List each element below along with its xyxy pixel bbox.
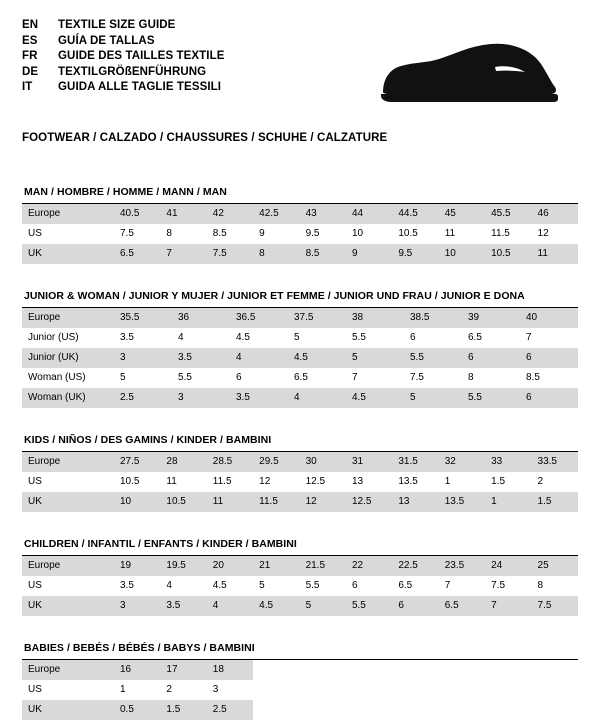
cell: 7 bbox=[520, 328, 578, 348]
cell: 42.5 bbox=[253, 204, 299, 224]
cell-empty bbox=[532, 700, 578, 720]
row-label: US bbox=[22, 576, 114, 596]
cell: 12 bbox=[253, 472, 299, 492]
cell: 8.5 bbox=[300, 244, 346, 264]
cell: 5.5 bbox=[172, 368, 230, 388]
cell: 5 bbox=[300, 596, 346, 616]
cell: 5 bbox=[114, 368, 172, 388]
cell: 6 bbox=[520, 348, 578, 368]
table-row bbox=[22, 244, 578, 264]
cell: 3 bbox=[114, 596, 160, 616]
cell-empty bbox=[439, 660, 485, 680]
row-label: US bbox=[22, 472, 114, 492]
cell: 11 bbox=[207, 492, 253, 512]
row-label: UK bbox=[22, 492, 114, 512]
cell: 8 bbox=[253, 244, 299, 264]
cell: 1 bbox=[439, 472, 485, 492]
group-title: CHILDREN / INFANTIL / ENFANTS / KINDER / BAMBINI bbox=[24, 538, 297, 550]
table-row bbox=[22, 492, 578, 512]
cell: 41 bbox=[160, 204, 206, 224]
cell: 7.5 bbox=[114, 224, 160, 244]
cell: 3.5 bbox=[172, 348, 230, 368]
language-row bbox=[22, 65, 225, 81]
cell: 13 bbox=[392, 492, 438, 512]
cell: 8.5 bbox=[520, 368, 578, 388]
cell: 7.5 bbox=[404, 368, 462, 388]
row-label: UK bbox=[22, 700, 114, 720]
cell: 3.5 bbox=[114, 576, 160, 596]
cell-empty bbox=[253, 660, 299, 680]
group-children bbox=[22, 538, 578, 616]
language-code: FR bbox=[22, 50, 38, 62]
cell: 35.5 bbox=[114, 308, 172, 328]
cell: 22 bbox=[346, 556, 392, 576]
cell: 32 bbox=[439, 452, 485, 472]
cell: 8 bbox=[532, 576, 578, 596]
cell: 11 bbox=[160, 472, 206, 492]
cell: 6.5 bbox=[392, 576, 438, 596]
cell: 29.5 bbox=[253, 452, 299, 472]
cell: 6 bbox=[230, 368, 288, 388]
language-code: EN bbox=[22, 19, 39, 31]
group-babies bbox=[22, 642, 578, 720]
cell: 5.5 bbox=[462, 388, 520, 408]
cell: 1 bbox=[485, 492, 531, 512]
table-row bbox=[22, 576, 578, 596]
group-junior-woman bbox=[22, 290, 578, 408]
size-table bbox=[22, 660, 578, 720]
cell: 10 bbox=[346, 224, 392, 244]
cell: 21 bbox=[253, 556, 299, 576]
cell-empty bbox=[300, 660, 346, 680]
cell: 6.5 bbox=[439, 596, 485, 616]
cell: 9.5 bbox=[300, 224, 346, 244]
table-row bbox=[22, 700, 578, 720]
language-title-list-body bbox=[22, 18, 225, 96]
row-label: UK bbox=[22, 244, 114, 264]
size-table bbox=[22, 308, 578, 408]
cell: 5.5 bbox=[346, 328, 404, 348]
cell: 0.5 bbox=[114, 700, 160, 720]
cell: 13.5 bbox=[392, 472, 438, 492]
cell: 4 bbox=[288, 388, 346, 408]
cell: 13.5 bbox=[439, 492, 485, 512]
cell: 16 bbox=[114, 660, 160, 680]
page-title: FOOTWEAR / CALZADO / CHAUSSURES / SCHUHE / CALZATURE bbox=[22, 132, 388, 144]
size-table-body bbox=[22, 204, 578, 264]
cell: 33 bbox=[485, 452, 531, 472]
cell: 11.5 bbox=[207, 472, 253, 492]
table-row bbox=[22, 308, 578, 328]
cell: 6 bbox=[346, 576, 392, 596]
cell: 10.5 bbox=[485, 244, 531, 264]
cell: 33.5 bbox=[532, 452, 578, 472]
row-label: US bbox=[22, 680, 114, 700]
size-table bbox=[22, 452, 578, 512]
cell: 46 bbox=[532, 204, 578, 224]
cell: 12 bbox=[532, 224, 578, 244]
cell: 30 bbox=[300, 452, 346, 472]
cell: 2 bbox=[160, 680, 206, 700]
cell: 1.5 bbox=[160, 700, 206, 720]
row-label: Europe bbox=[22, 204, 114, 224]
cell: 36 bbox=[172, 308, 230, 328]
cell: 12 bbox=[300, 492, 346, 512]
cell: 11 bbox=[532, 244, 578, 264]
cell: 39 bbox=[462, 308, 520, 328]
cell: 3 bbox=[172, 388, 230, 408]
cell: 44 bbox=[346, 204, 392, 224]
cell-empty bbox=[392, 660, 438, 680]
language-title: TEXTILGRÖßENFÜHRUNG bbox=[58, 65, 207, 78]
group-title: MAN / HOMBRE / HOMME / MANN / MAN bbox=[24, 186, 227, 198]
cell: 10 bbox=[439, 244, 485, 264]
cell-empty bbox=[439, 700, 485, 720]
cell: 12.5 bbox=[346, 492, 392, 512]
group-title: JUNIOR & WOMAN / JUNIOR Y MUJER / JUNIOR ET FEMME / JUNIOR UND FRAU / JUNIOR E DONA bbox=[24, 290, 525, 302]
cell: 21.5 bbox=[300, 556, 346, 576]
cell: 6.5 bbox=[114, 244, 160, 264]
cell: 7 bbox=[439, 576, 485, 596]
cell: 4.5 bbox=[230, 328, 288, 348]
cell: 31 bbox=[346, 452, 392, 472]
cell: 10 bbox=[114, 492, 160, 512]
cell: 4 bbox=[207, 596, 253, 616]
cell-empty bbox=[439, 680, 485, 700]
cell: 40.5 bbox=[114, 204, 160, 224]
cell: 2.5 bbox=[207, 700, 253, 720]
table-row bbox=[22, 328, 578, 348]
cell: 4.5 bbox=[207, 576, 253, 596]
cell: 31.5 bbox=[392, 452, 438, 472]
cell: 20 bbox=[207, 556, 253, 576]
cell: 6 bbox=[520, 388, 578, 408]
cell: 38 bbox=[346, 308, 404, 328]
language-row bbox=[22, 18, 225, 34]
size-table bbox=[22, 556, 578, 616]
cell: 5 bbox=[253, 576, 299, 596]
cell-empty bbox=[253, 700, 299, 720]
cell: 17 bbox=[160, 660, 206, 680]
cell: 36.5 bbox=[230, 308, 288, 328]
cell: 5.5 bbox=[346, 596, 392, 616]
cell: 6 bbox=[392, 596, 438, 616]
cell: 45.5 bbox=[485, 204, 531, 224]
cell: 3 bbox=[207, 680, 253, 700]
cell: 4.5 bbox=[288, 348, 346, 368]
cell: 44.5 bbox=[392, 204, 438, 224]
cell: 8.5 bbox=[207, 224, 253, 244]
cell: 4 bbox=[160, 576, 206, 596]
cell: 6.5 bbox=[462, 328, 520, 348]
cell-empty bbox=[346, 660, 392, 680]
cell: 3.5 bbox=[230, 388, 288, 408]
cell: 22.5 bbox=[392, 556, 438, 576]
cell: 37.5 bbox=[288, 308, 346, 328]
cell-empty bbox=[392, 680, 438, 700]
document-header bbox=[22, 18, 578, 122]
table-row bbox=[22, 680, 578, 700]
cell-empty bbox=[300, 680, 346, 700]
table-row bbox=[22, 556, 578, 576]
cell: 23.5 bbox=[439, 556, 485, 576]
cell: 7.5 bbox=[485, 576, 531, 596]
cell: 45 bbox=[439, 204, 485, 224]
language-code: IT bbox=[22, 81, 33, 93]
language-title: TEXTILE SIZE GUIDE bbox=[58, 19, 176, 31]
group-title: BABIES / BEBÉS / BÉBÉS / BABYS / BAMBINI bbox=[24, 642, 255, 654]
group-kids bbox=[22, 434, 578, 512]
cell-empty bbox=[532, 680, 578, 700]
cell: 6 bbox=[462, 348, 520, 368]
cell: 10.5 bbox=[392, 224, 438, 244]
cell: 13 bbox=[346, 472, 392, 492]
table-row bbox=[22, 224, 578, 244]
size-table-body bbox=[22, 452, 578, 512]
table-row bbox=[22, 348, 578, 368]
cell: 3.5 bbox=[160, 596, 206, 616]
cell: 28 bbox=[160, 452, 206, 472]
cell: 42 bbox=[207, 204, 253, 224]
table-row bbox=[22, 204, 578, 224]
row-label: Europe bbox=[22, 556, 114, 576]
cell: 40 bbox=[520, 308, 578, 328]
cell: 10.5 bbox=[160, 492, 206, 512]
row-label: Europe bbox=[22, 660, 114, 680]
cell: 5 bbox=[288, 328, 346, 348]
language-code: ES bbox=[22, 34, 38, 47]
cell: 2 bbox=[532, 472, 578, 492]
cell: 5.5 bbox=[404, 348, 462, 368]
language-title: GUÍA DE TALLAS bbox=[58, 34, 155, 47]
cell-empty bbox=[392, 700, 438, 720]
row-label: US bbox=[22, 224, 114, 244]
cell: 4 bbox=[172, 328, 230, 348]
row-label: Junior (UK) bbox=[22, 348, 114, 368]
size-table-body bbox=[22, 308, 578, 408]
size-table-body bbox=[22, 660, 578, 720]
cell: 1.5 bbox=[485, 472, 531, 492]
cell-empty bbox=[300, 700, 346, 720]
cell: 19.5 bbox=[160, 556, 206, 576]
cell: 19 bbox=[114, 556, 160, 576]
table-row bbox=[22, 660, 578, 680]
group-title: KIDS / NIÑOS / DES GAMINS / KINDER / BAMBINI bbox=[24, 434, 272, 446]
cell-empty bbox=[253, 680, 299, 700]
cell: 9 bbox=[253, 224, 299, 244]
cell: 7 bbox=[485, 596, 531, 616]
cell: 5 bbox=[346, 348, 404, 368]
row-label: Woman (US) bbox=[22, 368, 114, 388]
row-label: Europe bbox=[22, 452, 114, 472]
cell: 8 bbox=[160, 224, 206, 244]
cell: 7.5 bbox=[207, 244, 253, 264]
language-row bbox=[22, 34, 225, 50]
table-row bbox=[22, 596, 578, 616]
cell: 5 bbox=[404, 388, 462, 408]
group-man bbox=[22, 186, 578, 264]
cell-empty bbox=[485, 660, 531, 680]
cell: 38.5 bbox=[404, 308, 462, 328]
row-label: Junior (US) bbox=[22, 328, 114, 348]
cell: 28.5 bbox=[207, 452, 253, 472]
size-table bbox=[22, 204, 578, 264]
cell-empty bbox=[485, 680, 531, 700]
cell-empty bbox=[346, 700, 392, 720]
language-row bbox=[22, 49, 225, 65]
cell: 24 bbox=[485, 556, 531, 576]
table-row bbox=[22, 472, 578, 492]
row-label: Woman (UK) bbox=[22, 388, 114, 408]
row-label: UK bbox=[22, 596, 114, 616]
cell: 4 bbox=[230, 348, 288, 368]
row-label: Europe bbox=[22, 308, 114, 328]
language-code: DE bbox=[22, 65, 39, 78]
cell: 7.5 bbox=[532, 596, 578, 616]
cell: 9.5 bbox=[392, 244, 438, 264]
cell-empty bbox=[346, 680, 392, 700]
cell: 43 bbox=[300, 204, 346, 224]
language-row bbox=[22, 80, 225, 96]
cell: 7 bbox=[160, 244, 206, 264]
cell: 9 bbox=[346, 244, 392, 264]
language-title-list bbox=[22, 18, 225, 96]
language-title: GUIDE DES TAILLES TEXTILE bbox=[58, 50, 225, 62]
cell: 11.5 bbox=[253, 492, 299, 512]
cell: 27.5 bbox=[114, 452, 160, 472]
cell: 11 bbox=[439, 224, 485, 244]
cell: 18 bbox=[207, 660, 253, 680]
table-row bbox=[22, 368, 578, 388]
cell: 8 bbox=[462, 368, 520, 388]
cell: 10.5 bbox=[114, 472, 160, 492]
cell: 11.5 bbox=[485, 224, 531, 244]
cell: 5.5 bbox=[300, 576, 346, 596]
dress-shoe-icon bbox=[375, 40, 560, 110]
cell: 6.5 bbox=[288, 368, 346, 388]
cell: 1.5 bbox=[532, 492, 578, 512]
cell: 7 bbox=[346, 368, 404, 388]
cell: 4.5 bbox=[346, 388, 404, 408]
cell-empty bbox=[532, 660, 578, 680]
cell: 3 bbox=[114, 348, 172, 368]
cell: 12.5 bbox=[300, 472, 346, 492]
cell: 1 bbox=[114, 680, 160, 700]
cell-empty bbox=[485, 700, 531, 720]
cell: 4.5 bbox=[253, 596, 299, 616]
language-title: GUIDA ALLE TAGLIE TESSILI bbox=[58, 81, 222, 93]
table-row bbox=[22, 388, 578, 408]
cell: 2.5 bbox=[114, 388, 172, 408]
size-table-body bbox=[22, 556, 578, 616]
cell: 6 bbox=[404, 328, 462, 348]
cell: 25 bbox=[532, 556, 578, 576]
cell: 3.5 bbox=[114, 328, 172, 348]
table-row bbox=[22, 452, 578, 472]
